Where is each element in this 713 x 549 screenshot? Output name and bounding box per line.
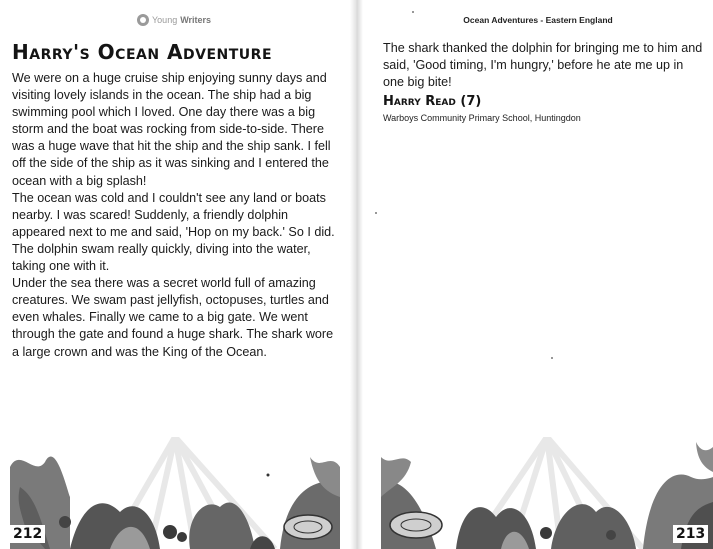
running-head: Ocean Adventures - Eastern England xyxy=(463,15,613,25)
story-continuation xyxy=(383,40,703,91)
right-page xyxy=(363,0,713,549)
page-number: 213 xyxy=(673,525,708,543)
logo-young-text: Young xyxy=(152,15,178,25)
ocean-reef-illustration xyxy=(381,437,713,549)
story-title: Harry's Ocean Adventure xyxy=(12,40,273,64)
story-paragraph: The ocean was cold and I couldn't see any land or boats nearby. I was scared! Suddenly, a friendly dolphin appeared next to me and said, 'Hop on my back.' So I did. xyxy=(12,190,335,239)
page-number: 212 xyxy=(10,525,45,543)
school-name: Warboys Community Primary School, Huntingdon xyxy=(383,113,581,123)
story-paragraph: We were on a huge cruise ship enjoying sunny days and visiting lovely islands in the ocean. The ship had a big swimming pool which I loved. One day there was a big storm and the boat was rocking from side-to-side. There was a huge wave that hit the ship and the ship sank. I fell off the side of the ship as it was sinking and I entered the ocean with a big splash! xyxy=(12,71,331,188)
story-body xyxy=(12,70,342,361)
story-paragraph: The dolphin swam really quickly, diving into the water, taking one with it. xyxy=(12,241,311,274)
young-writers-logo xyxy=(137,14,211,26)
left-page xyxy=(0,0,350,549)
story-paragraph: The shark thanked the dolphin for bringing me to him and said, 'Good timing, I'm hungry,' before he ate me up in one big bite! xyxy=(383,41,703,90)
story-paragraph: Under the sea there was a secret world full of amazing creatures. We swam past jellyfish, octopuses, turtles and even whales. Finally we came to a big gate. We went through the gate and found a huge shark. The shark wore a large crown and was the King of the Ocean. xyxy=(12,276,334,359)
print-speck xyxy=(375,212,377,214)
logo-icon xyxy=(137,14,149,26)
ocean-reef-illustration xyxy=(10,437,340,549)
author-name: Harry Read (7) xyxy=(383,94,482,109)
print-speck xyxy=(551,357,553,359)
book-spine xyxy=(350,0,363,549)
logo-writers-text: Writers xyxy=(180,15,212,25)
print-speck xyxy=(412,11,414,13)
